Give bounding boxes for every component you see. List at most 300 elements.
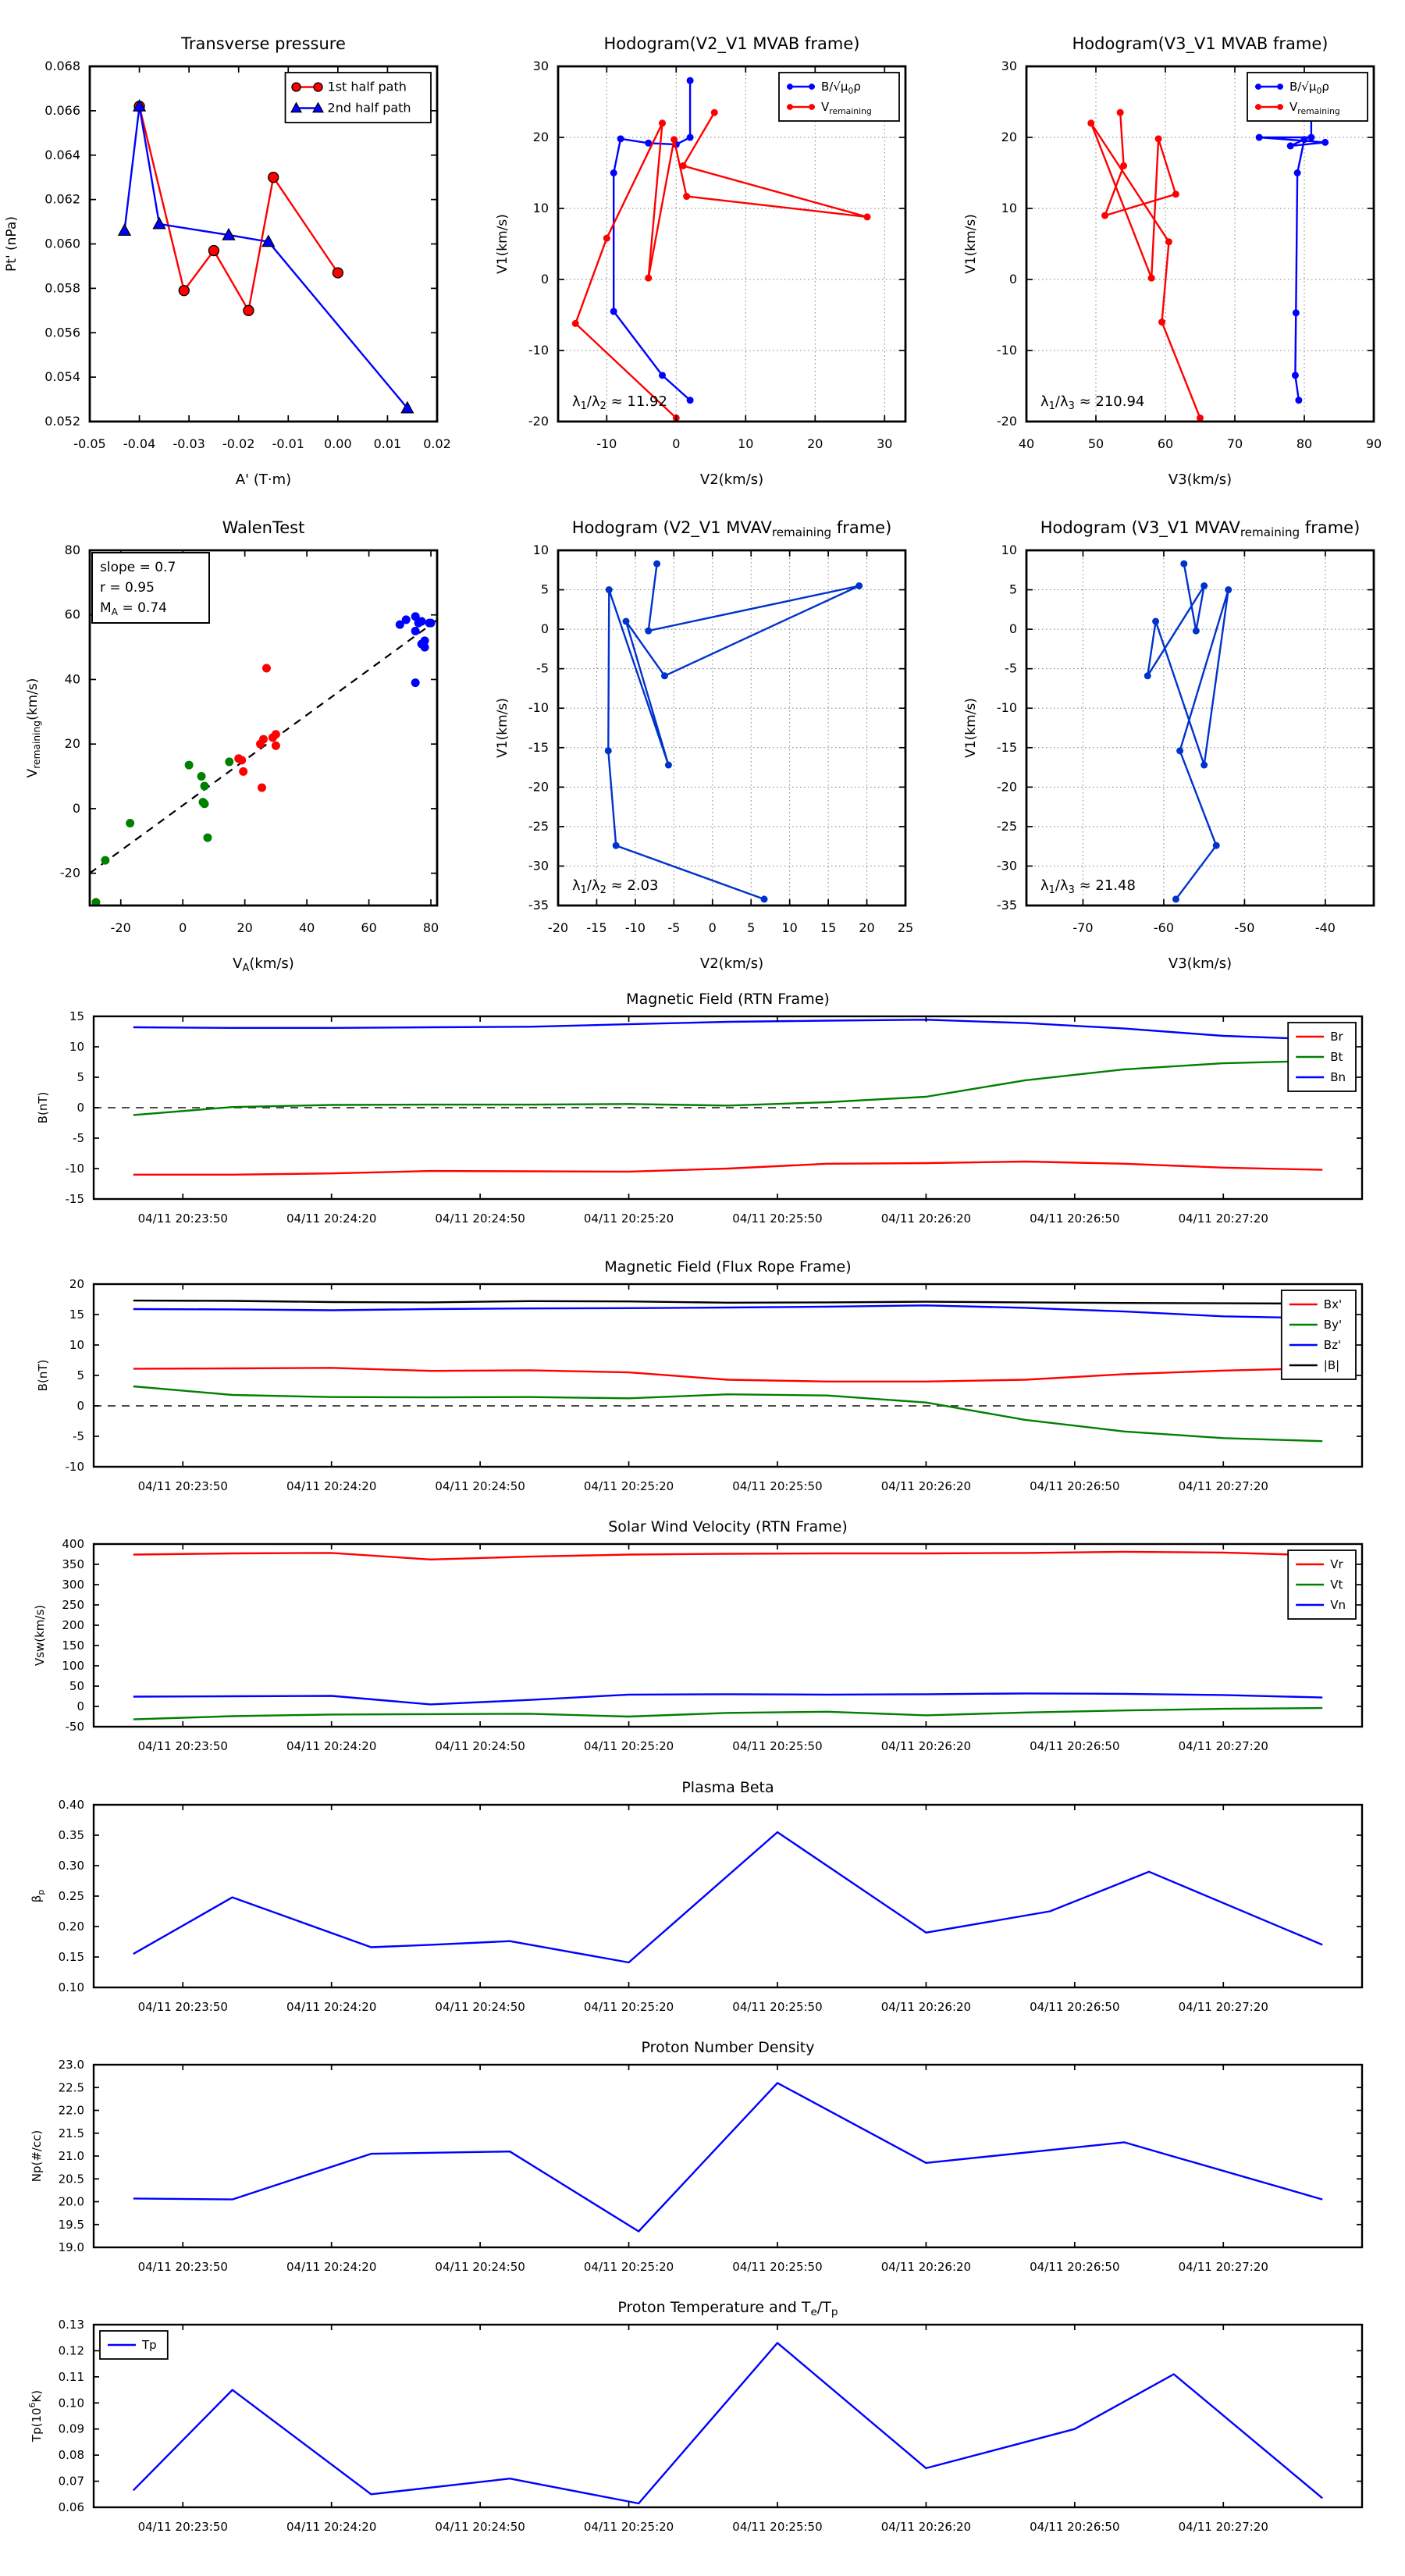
series-vt xyxy=(133,1708,1322,1720)
dot-marker xyxy=(126,819,134,827)
y-tick-label: 10 xyxy=(1001,201,1017,215)
x-tick-label: -10 xyxy=(596,436,617,451)
y-tick-label: 19.5 xyxy=(58,2217,84,2232)
y-tick-label: 10 xyxy=(69,1338,84,1352)
stats-line: $M_A = 0.74$ xyxy=(100,600,167,617)
dot-marker xyxy=(653,560,660,568)
x-tick-label: 04/11 20:25:50 xyxy=(732,2260,823,2274)
circle-marker xyxy=(292,83,301,91)
dot-marker xyxy=(809,104,815,110)
x-tick-label: 20 xyxy=(859,920,875,935)
y-axis-label: V1(km/s) xyxy=(963,698,979,758)
x-tick-label: 04/11 20:27:20 xyxy=(1178,1479,1268,1493)
series-center-points xyxy=(234,664,280,792)
x-tick-label: 04/11 20:24:20 xyxy=(286,1479,377,1493)
dot-marker xyxy=(610,308,617,315)
circle-marker xyxy=(269,173,279,183)
dot-marker xyxy=(402,615,411,624)
x-tick-label: -0.01 xyxy=(272,436,304,451)
axes-frame xyxy=(558,550,905,906)
y-tick-label: 5 xyxy=(76,1070,84,1084)
y-tick-label: 10 xyxy=(69,1040,84,1054)
dot-marker xyxy=(1292,372,1299,379)
y-tick-label: 15 xyxy=(69,1009,84,1023)
dot-marker xyxy=(687,77,694,84)
y-tick-label: -20 xyxy=(528,414,549,429)
y-tick-label: -10 xyxy=(996,343,1017,358)
x-tick-label: 80 xyxy=(1296,436,1313,451)
y-tick-label: 15 xyxy=(69,1308,84,1322)
dot-marker xyxy=(237,756,246,764)
series-tp xyxy=(133,2343,1322,2503)
x-axis xyxy=(1019,66,1382,451)
chart-hodogram-v2v1-mvab xyxy=(495,34,905,488)
x-tick-label: 04/11 20:25:20 xyxy=(583,1739,674,1753)
axes-frame xyxy=(94,1544,1362,1727)
x-tick-label: 04/11 20:24:20 xyxy=(286,2000,377,2014)
dot-marker xyxy=(645,275,652,282)
dot-marker xyxy=(1200,582,1208,589)
y-axis-label: B(nT) xyxy=(36,1091,50,1124)
chart-title: Hodogram(V3_V1 MVAB frame) xyxy=(1072,34,1329,53)
chart-title: Plasma Beta xyxy=(681,1779,774,1796)
y-tick-label: 0 xyxy=(72,800,80,816)
x-tick-label: 04/11 20:26:50 xyxy=(1030,1212,1120,1226)
x-tick-label: 04/11 20:23:50 xyxy=(137,2260,228,2274)
axes-frame xyxy=(94,1284,1362,1467)
y-tick-label: -10 xyxy=(996,700,1017,716)
x-axis xyxy=(138,1284,1268,1493)
y-tick-label: 200 xyxy=(62,1618,84,1632)
legend-entry-label: Bz' xyxy=(1323,1338,1342,1352)
series-line xyxy=(133,1552,1322,1560)
y-axis-label: Pt' (nPa) xyxy=(4,216,20,272)
x-tick-label: 50 xyxy=(1087,436,1104,451)
y-tick-label: -5 xyxy=(73,1131,84,1145)
x-tick-label: 0.01 xyxy=(373,436,402,451)
x-tick-label: 10 xyxy=(781,920,798,935)
chart-title: WalenTest xyxy=(222,518,305,537)
series-vremaining xyxy=(605,560,863,903)
y-tick-label: -10 xyxy=(65,1460,84,1474)
y-tick-label: 20 xyxy=(532,130,549,144)
dot-marker xyxy=(185,761,194,770)
y-tick-label: -5 xyxy=(73,1429,84,1443)
dot-marker xyxy=(1144,672,1151,679)
y-tick-label: -15 xyxy=(528,739,549,755)
series-beta xyxy=(133,1832,1322,1962)
dot-marker xyxy=(787,84,793,90)
dot-marker xyxy=(1152,618,1159,625)
dot-marker xyxy=(1277,104,1283,110)
series-bz xyxy=(133,1305,1322,1318)
dot-marker xyxy=(1256,134,1263,141)
dot-marker xyxy=(197,772,206,781)
x-tick-label: 04/11 20:25:20 xyxy=(583,2520,674,2534)
chart-hodogram-v2v1-mvav xyxy=(495,518,913,972)
dot-marker xyxy=(1321,139,1329,146)
y-tick-label: 0.056 xyxy=(44,325,80,340)
y-tick-label: 0 xyxy=(1008,272,1017,286)
y-tick-label: 0.066 xyxy=(44,102,80,118)
x-axis xyxy=(548,550,913,935)
dot-marker xyxy=(1176,747,1183,754)
lambda-annotation: $\lambda_1/\lambda_3 \approx 21.48$ xyxy=(1040,877,1136,896)
legend-entry-label: $V_{remaining}$ xyxy=(821,100,872,116)
dot-marker xyxy=(623,618,630,625)
legend-entry-label: Vt xyxy=(1330,1578,1343,1592)
y-tick-label: 5 xyxy=(540,582,549,597)
legend-entry-label: $V_{remaining}$ xyxy=(1289,100,1340,116)
y-axis-label: V1(km/s) xyxy=(495,214,510,274)
x-tick-label: 04/11 20:25:20 xyxy=(583,2000,674,2014)
triangle-marker xyxy=(119,224,130,235)
y-tick-label: -10 xyxy=(528,700,549,716)
x-tick-label: 04/11 20:26:20 xyxy=(880,2000,972,2014)
y-tick-label: 20 xyxy=(64,736,80,752)
x-tick-label: 60 xyxy=(361,920,377,935)
x-tick-label: 04/11 20:26:50 xyxy=(1030,2520,1120,2534)
legend-entry-label: By' xyxy=(1323,1318,1343,1332)
dot-marker xyxy=(864,213,871,220)
y-tick-label: -35 xyxy=(528,898,549,913)
y-tick-label: 0.068 xyxy=(44,59,80,73)
y-tick-label: 20 xyxy=(69,1277,84,1291)
chart-title: Hodogram(V2_V1 MVAB frame) xyxy=(603,34,860,53)
series-line xyxy=(140,106,338,311)
dot-marker xyxy=(427,619,436,628)
circle-marker xyxy=(244,305,254,315)
x-axis xyxy=(138,1016,1268,1226)
y-tick-label: 0.08 xyxy=(58,2448,84,2463)
y-axis-label: $V_{remaining}(km/s)$ xyxy=(25,678,42,778)
dot-marker xyxy=(259,735,268,743)
y-tick-label: -30 xyxy=(996,858,1017,873)
legend-entry-label: $B/√\mu_0\rho$ xyxy=(1289,80,1329,96)
x-tick-label: 04/11 20:25:50 xyxy=(732,2520,823,2534)
dot-marker xyxy=(606,586,613,593)
x-axis-label: A' (T·m) xyxy=(235,471,292,488)
chart-transverse-pressure xyxy=(4,34,451,488)
series-line xyxy=(1259,80,1325,400)
y-tick-label: 0.13 xyxy=(58,2318,84,2332)
y-tick-label: 350 xyxy=(62,1557,84,1571)
x-tick-label: 70 xyxy=(1226,436,1243,451)
dot-marker xyxy=(1193,628,1200,635)
x-tick-label: 0.00 xyxy=(324,436,352,451)
circle-marker xyxy=(333,268,343,278)
dot-marker xyxy=(1117,109,1124,116)
dot-marker xyxy=(201,799,209,808)
dot-marker xyxy=(613,842,620,849)
x-tick-label: 04/11 20:23:50 xyxy=(137,2000,228,2014)
y-tick-label: 0 xyxy=(540,272,549,286)
y-tick-label: 150 xyxy=(62,1638,84,1653)
x-tick-label: -0.03 xyxy=(173,436,205,451)
lambda-annotation: $\lambda_1/\lambda_2 \approx 11.92$ xyxy=(572,393,667,412)
stats-line: slope = 0.7 xyxy=(100,560,176,575)
lambda-annotation: $\lambda_1/\lambda_3 \approx 210.94$ xyxy=(1040,393,1145,412)
dot-marker xyxy=(272,730,280,738)
y-tick-label: -25 xyxy=(528,818,549,834)
chart-title: Transverse pressure xyxy=(181,34,346,53)
axes-frame xyxy=(94,2325,1362,2507)
dot-marker xyxy=(787,104,793,110)
legend-entry-label: $B/√\mu_0\rho$ xyxy=(821,80,861,96)
series-bx xyxy=(133,1368,1322,1382)
stats-line: r = 0.95 xyxy=(100,580,155,596)
x-tick-label: 0 xyxy=(708,920,717,935)
y-tick-label: 0 xyxy=(540,621,549,637)
y-axis-label: $Tp(10^6K)$ xyxy=(27,2389,44,2443)
y-tick-label: 20.0 xyxy=(58,2194,84,2209)
lambda-annotation: $\lambda_1/\lambda_2 \approx 2.03$ xyxy=(572,877,659,896)
dot-marker xyxy=(1255,84,1261,90)
y-axis-label: B(nT) xyxy=(36,1359,50,1392)
y-axis xyxy=(59,1798,1362,1994)
y-tick-label: 23.0 xyxy=(58,2058,84,2072)
legend xyxy=(1288,1550,1356,1619)
x-tick-label: 04/11 20:25:50 xyxy=(732,2000,823,2014)
dot-marker xyxy=(272,742,280,750)
x-tick-label: 20 xyxy=(807,436,823,451)
legend-entry-label: Bn xyxy=(1330,1070,1346,1084)
x-tick-label: 04/11 20:27:20 xyxy=(1178,1739,1268,1753)
dot-marker xyxy=(418,617,426,626)
dot-marker xyxy=(411,678,420,687)
x-tick-label: 04/11 20:24:50 xyxy=(435,2260,525,2274)
x-tick-label: -20 xyxy=(547,920,569,935)
y-tick-label: 250 xyxy=(62,1598,84,1612)
x-tick-label: -60 xyxy=(1153,920,1175,935)
series-line xyxy=(1091,112,1200,418)
y-tick-label: 22.5 xyxy=(58,2080,84,2095)
chart-hodogram-v3v1-mvav xyxy=(963,518,1374,972)
x-tick-label: 04/11 20:25:20 xyxy=(583,2260,674,2274)
legend xyxy=(286,73,431,123)
dot-marker xyxy=(687,397,694,404)
y-tick-label: 300 xyxy=(62,1578,84,1592)
x-tick-label: 90 xyxy=(1365,436,1382,451)
chart-solar-wind xyxy=(33,1518,1362,1753)
x-tick-label: 04/11 20:24:20 xyxy=(286,1739,377,1753)
dot-marker xyxy=(659,119,666,126)
y-axis-label: Np(#/cc) xyxy=(30,2129,44,2183)
x-tick-label: 04/11 20:27:20 xyxy=(1178,1212,1268,1226)
x-tick-label: -0.04 xyxy=(123,436,156,451)
series-line xyxy=(133,1832,1322,1962)
legend xyxy=(100,2331,168,2359)
dot-marker xyxy=(225,757,233,766)
y-tick-label: 30 xyxy=(532,59,549,73)
y-tick-label: -20 xyxy=(528,779,549,795)
x-tick-label: 04/11 20:26:20 xyxy=(880,1739,972,1753)
legend-entry-label: |B| xyxy=(1323,1358,1340,1372)
series-b-0 xyxy=(1256,77,1329,404)
x-tick-label: 04/11 20:24:50 xyxy=(435,1479,525,1493)
y-axis xyxy=(528,543,905,913)
y-tick-label: -5 xyxy=(1005,660,1017,676)
dot-marker xyxy=(1120,162,1127,169)
x-tick-label: 04/11 20:25:50 xyxy=(732,1479,823,1493)
chart-plasma-beta xyxy=(30,1779,1362,2014)
series-line xyxy=(133,2343,1322,2503)
y-tick-label: 20.5 xyxy=(58,2172,84,2186)
y-tick-label: 0.25 xyxy=(58,1889,84,1903)
x-tick-label: 04/11 20:26:50 xyxy=(1030,2260,1120,2274)
x-tick-label: 04/11 20:26:20 xyxy=(880,2260,972,2274)
x-tick-label: 04/11 20:26:50 xyxy=(1030,1739,1120,1753)
legend-entry-label: Br xyxy=(1330,1030,1343,1044)
x-tick-label: 04/11 20:23:50 xyxy=(137,1212,228,1226)
series-vremaining xyxy=(1144,560,1232,903)
y-tick-label: 5 xyxy=(76,1368,84,1382)
x-axis-label: V2(km/s) xyxy=(699,471,764,488)
x-tick-label: 30 xyxy=(877,436,893,451)
dot-marker xyxy=(262,664,271,672)
x-tick-label: 04/11 20:27:20 xyxy=(1178,2260,1268,2274)
x-axis xyxy=(138,1805,1268,2014)
x-tick-label: 04/11 20:23:50 xyxy=(137,1479,228,1493)
x-tick-label: -50 xyxy=(1234,920,1255,935)
y-tick-label: 0.06 xyxy=(58,2500,84,2514)
x-tick-label: 04/11 20:25:50 xyxy=(732,1739,823,1753)
x-tick-label: -40 xyxy=(1314,920,1336,935)
dot-marker xyxy=(687,134,694,141)
y-tick-label: 60 xyxy=(64,607,80,622)
x-tick-label: 04/11 20:25:50 xyxy=(732,1212,823,1226)
chart-title: Hodogram (V3_V1 MVAVremaining frame) xyxy=(1040,518,1361,539)
y-axis-label: V1(km/s) xyxy=(963,214,979,274)
legend-entry-label: Bt xyxy=(1330,1050,1343,1064)
x-tick-label: 04/11 20:27:20 xyxy=(1178,2520,1268,2534)
dot-marker xyxy=(1200,762,1208,769)
x-tick-label: 15 xyxy=(820,920,837,935)
series-vr xyxy=(133,1552,1322,1560)
y-tick-label: 0.052 xyxy=(44,414,80,429)
dot-marker xyxy=(411,627,420,635)
y-tick-label: -20 xyxy=(996,414,1017,429)
legend xyxy=(779,73,899,121)
legend xyxy=(1282,1290,1356,1379)
x-axis xyxy=(138,1544,1268,1753)
series-line xyxy=(133,1162,1322,1175)
dot-marker xyxy=(258,784,266,792)
x-tick-label: 04/11 20:25:20 xyxy=(583,1479,674,1493)
dot-marker xyxy=(1293,309,1300,316)
chart-hodogram-v3v1-mvab xyxy=(963,34,1382,488)
chart-title: Proton Temperature and $T_e/T_p$ xyxy=(617,2299,838,2318)
dot-marker xyxy=(645,628,652,635)
y-tick-label: 80 xyxy=(64,543,80,557)
dot-marker xyxy=(1301,136,1308,143)
y-tick-label: -20 xyxy=(996,779,1017,795)
y-tick-label: 0.35 xyxy=(58,1828,84,1842)
legend-entry-label: Tp xyxy=(142,2338,157,2352)
chart-title: Solar Wind Velocity (RTN Frame) xyxy=(608,1518,848,1535)
x-tick-label: 0.02 xyxy=(423,436,451,451)
x-tick-label: 04/11 20:24:50 xyxy=(435,2520,525,2534)
dot-marker xyxy=(101,856,109,865)
y-tick-label: 0.10 xyxy=(58,2396,84,2411)
dot-marker xyxy=(1101,212,1108,219)
x-tick-label: 0 xyxy=(672,436,681,451)
x-tick-label: 04/11 20:24:50 xyxy=(435,2000,525,2014)
circle-marker xyxy=(208,246,219,256)
dot-marker xyxy=(809,84,815,90)
x-tick-label: 20 xyxy=(237,920,253,935)
chart-mag-rtn xyxy=(36,991,1362,1226)
y-tick-label: -10 xyxy=(528,343,549,358)
y-tick-label: -20 xyxy=(59,865,80,881)
chart-proton-temp xyxy=(27,2299,1362,2534)
chart-proton-density xyxy=(30,2039,1362,2274)
series-bt xyxy=(133,1061,1322,1115)
dot-marker xyxy=(1294,169,1301,176)
dot-marker xyxy=(1172,895,1179,902)
dot-marker xyxy=(665,762,672,769)
dot-marker xyxy=(1172,190,1179,197)
dot-marker xyxy=(421,643,429,652)
x-tick-label: 0 xyxy=(179,920,187,935)
dot-marker xyxy=(1148,275,1155,282)
y-tick-label: 5 xyxy=(1008,582,1017,597)
dot-marker xyxy=(1307,134,1314,141)
y-tick-label: 0.09 xyxy=(58,2421,84,2436)
legend-entry-label: 1st half path xyxy=(327,79,407,94)
stats-annotation-box xyxy=(92,553,209,623)
series-line xyxy=(133,1386,1322,1441)
y-tick-label: 0.058 xyxy=(44,280,80,296)
dot-marker xyxy=(239,767,247,776)
y-tick-label: 400 xyxy=(62,1537,84,1551)
y-tick-label: 10 xyxy=(532,543,549,557)
x-tick-label: 60 xyxy=(1157,436,1174,451)
y-tick-label: -5 xyxy=(536,660,549,676)
series-vn xyxy=(133,1693,1322,1704)
dot-marker xyxy=(1165,238,1172,245)
dot-marker xyxy=(603,235,610,242)
series-line xyxy=(133,1693,1322,1704)
chart-walen-test xyxy=(25,518,439,974)
x-tick-label: 25 xyxy=(897,920,914,935)
x-tick-label: 04/11 20:24:20 xyxy=(286,2260,377,2274)
y-axis xyxy=(59,2318,1362,2514)
dot-marker xyxy=(1225,586,1232,593)
y-tick-label: 0.12 xyxy=(58,2343,84,2358)
x-tick-label: 04/11 20:27:20 xyxy=(1178,2000,1268,2014)
y-axis xyxy=(62,1537,1362,1734)
y-tick-label: -50 xyxy=(65,1720,84,1734)
y-tick-label: 22.0 xyxy=(58,2103,84,2118)
x-tick-label: -70 xyxy=(1072,920,1094,935)
y-axis-label: V1(km/s) xyxy=(495,698,510,758)
series-second-half-points xyxy=(396,612,436,687)
axes-frame xyxy=(94,1805,1362,1987)
x-tick-label: 10 xyxy=(738,436,754,451)
x-axis-label: V3(km/s) xyxy=(1168,955,1232,972)
y-tick-label: 21.0 xyxy=(58,2149,84,2163)
dot-marker xyxy=(1213,842,1220,849)
legend-entry-label: Vr xyxy=(1330,1557,1343,1571)
legend-entry-label: 2nd half path xyxy=(327,100,411,116)
dot-marker xyxy=(1087,119,1094,126)
y-tick-label: 21.5 xyxy=(58,2126,84,2140)
dot-marker xyxy=(605,747,612,754)
y-tick-label: 50 xyxy=(69,1679,84,1693)
series-1st-half-path xyxy=(134,101,343,316)
dot-marker xyxy=(1295,397,1302,404)
